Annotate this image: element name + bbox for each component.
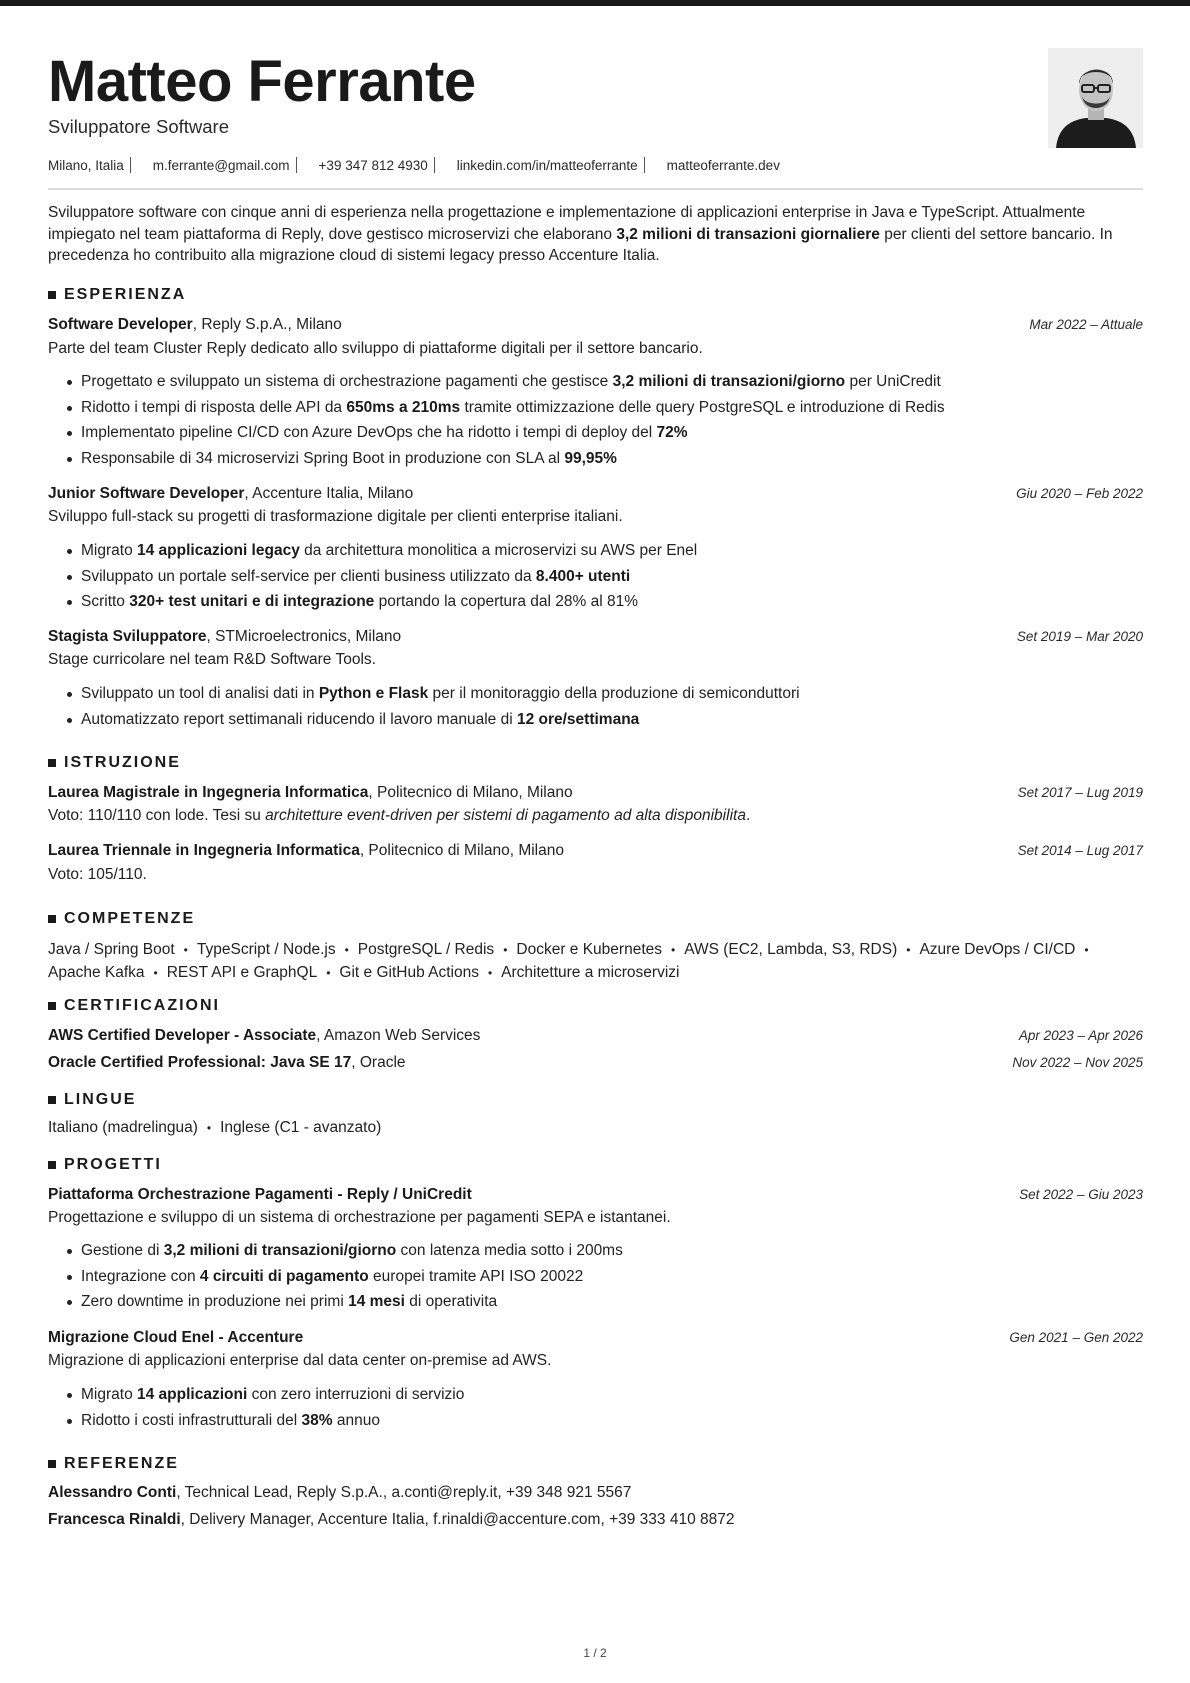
square-bullet-icon <box>48 291 56 299</box>
education-note: Voto: 105/110. <box>48 866 147 883</box>
entry-dates: Nov 2022 – Nov 2025 <box>1012 1055 1143 1070</box>
job-title: Sviluppatore Software <box>48 116 229 137</box>
list-item: Ridotto i costi infrastrutturali del 38% annuo <box>81 1408 464 1434</box>
skill-item: Java / Spring Boot <box>48 941 175 958</box>
list-item: Sviluppato un portale self-service per clienti business utilizzato da 8.400+ utenti <box>81 564 697 590</box>
achievement-list <box>81 681 800 732</box>
education-entry-2: Laurea Triennale in Ingegneria Informatica, Politecnico di Milano, Milano Set 2014 – Lug 2017 <box>48 842 1143 859</box>
section-education-title: ISTRUZIONE <box>48 754 181 772</box>
square-bullet-icon <box>48 915 56 923</box>
square-bullet-icon <box>48 1460 56 1468</box>
project-description: Migrazione di applicazioni enterprise dal data center on-premise ad AWS. <box>48 1352 552 1369</box>
list-item: Sviluppato un tool di analisi dati in Python e Flask per il monitoraggio della produzione di semiconduttori <box>81 681 800 707</box>
contact-website[interactable]: matteoferrante.dev <box>666 157 780 173</box>
entry-description: Sviluppo full-stack su progetti di trasformazione digitale per clienti enterprise italiani. <box>48 508 623 525</box>
skill-item: Azure DevOps / CI/CD <box>919 941 1076 958</box>
achievement-list <box>81 369 945 471</box>
achievement-list <box>81 538 697 615</box>
resume-header <box>48 0 1143 190</box>
square-bullet-icon <box>48 1002 56 1010</box>
candidate-name: Matteo Ferrante <box>48 49 476 114</box>
square-bullet-icon <box>48 1096 56 1104</box>
separator <box>296 157 297 173</box>
separator <box>130 157 131 173</box>
skill-item: TypeScript / Node.js <box>196 941 336 958</box>
skill-item: AWS (EC2, Lambda, S3, RDS) <box>684 941 898 958</box>
project-entry-1: Piattaforma Orchestrazione Pagamenti - Reply / UniCredit Set 2022 – Giu 2023 <box>48 1186 1143 1203</box>
project-entry-2: Migrazione Cloud Enel - Accenture Gen 2021 – Gen 2022 <box>48 1329 1143 1346</box>
project-achievement-list <box>81 1382 464 1433</box>
entry-dates: Gen 2021 – Gen 2022 <box>1009 1330 1143 1345</box>
reference-entry: Alessandro Conti, Technical Lead, Reply S.p.A., a.conti@reply.it, +39 348 921 5567 <box>48 1484 632 1501</box>
experience-entry-3: Stagista Sviluppatore, STMicroelectronics, Milano Set 2019 – Mar 2020 <box>48 628 1143 645</box>
entry-dates: Mar 2022 – Attuale <box>1029 317 1143 332</box>
header-divider <box>48 188 1143 190</box>
entry-dates: Set 2017 – Lug 2019 <box>1017 785 1143 800</box>
entry-dates: Set 2019 – Mar 2020 <box>1016 629 1143 644</box>
contact-line <box>48 157 780 173</box>
section-experience-title: ESPERIENZA <box>48 286 186 304</box>
certification-entry: AWS Certified Developer - Associate, Amazon Web Services Apr 2023 – Apr 2026 <box>48 1027 1143 1044</box>
list-item: Migrato 14 applicazioni legacy da architettura monolitica a microservizi su AWS per Enel <box>81 538 697 564</box>
entry-description: Stage curricolare nel team R&D Software Tools. <box>48 651 376 668</box>
list-item: Migrato 14 applicazioni con zero interruzioni di servizio <box>81 1382 464 1408</box>
contact-location: Milano, Italia <box>48 157 153 173</box>
entry-dates: Set 2014 – Lug 2017 <box>1017 843 1143 858</box>
contact-linkedin[interactable]: linkedin.com/in/matteoferrante <box>457 157 667 173</box>
certification-entry: Oracle Certified Professional: Java SE 17, Oracle Nov 2022 – Nov 2025 <box>48 1054 1143 1071</box>
list-item: Automatizzato report settimanali riducendo il lavoro manuale di 12 ore/settimana <box>81 707 800 733</box>
section-languages-title: LINGUE <box>48 1091 136 1109</box>
reference-entry: Francesca Rinaldi, Delivery Manager, Accenture Italia, f.rinaldi@accenture.com, +39 333 410 8872 <box>48 1511 735 1528</box>
project-description: Progettazione e sviluppo di un sistema di orchestrazione per pagamenti SEPA e istantanei. <box>48 1209 671 1226</box>
list-item: Integrazione con 4 circuiti di pagamento europei tramite API ISO 20022 <box>81 1264 623 1290</box>
language-item: Inglese (C1 - avanzato) <box>220 1119 382 1136</box>
list-item: Implementato pipeline CI/CD con Azure DevOps che ha ridotto i tempi di deploy del 72% <box>81 420 945 446</box>
section-certifications-title: CERTIFICAZIONI <box>48 997 220 1015</box>
skill-item: Architetture a microservizi <box>501 963 680 981</box>
list-item: Responsabile di 34 microservizi Spring Boot in produzione con SLA al 99,95% <box>81 446 945 472</box>
list-item: Gestione di 3,2 milioni di transazioni/giorno con latenza media sotto i 200ms <box>81 1238 623 1264</box>
skill-item: Git e GitHub Actions <box>339 963 479 981</box>
section-references-title: REFERENZE <box>48 1455 179 1473</box>
skills-list: Java / Spring Boot • TypeScript / Node.js • PostgreSQL / Redis • Docker e Kubernetes • AWS (EC2, Lambda, S3, RDS) • Azure DevOps / CI/CD •Apache Kafka • REST API e GraphQL • Git e GitHub Actions • Architetture a microservizi <box>48 941 1089 981</box>
education-note: Voto: 110/110 con lode. Tesi su architetture event-driven per sistemi di pagamento ad alta disponibilita. <box>48 807 751 824</box>
skill-item: Apache Kafka <box>48 963 145 981</box>
entry-dates: Apr 2023 – Apr 2026 <box>1018 1028 1143 1043</box>
section-projects-title: PROGETTI <box>48 1156 162 1174</box>
list-item: Progettato e sviluppato un sistema di orchestrazione pagamenti che gestisce 3,2 milioni di transazioni/giorno per UniCredit <box>81 369 945 395</box>
education-entry-1: Laurea Magistrale in Ingegneria Informatica, Politecnico di Milano, Milano Set 2017 – Lug 2019 <box>48 784 1143 801</box>
separator <box>434 157 435 173</box>
list-item: Scritto 320+ test unitari e di integrazione portando la copertura dal 28% al 81% <box>81 589 697 615</box>
skill-item: REST API e GraphQL <box>166 963 318 981</box>
separator <box>644 157 645 173</box>
experience-entry-1: Software Developer, Reply S.p.A., Milano Mar 2022 – Attuale <box>48 316 1143 333</box>
entry-description: Parte del team Cluster Reply dedicato allo sviluppo di piattaforme digitali per il settore bancario. <box>48 340 703 357</box>
profile-photo-icon <box>1048 48 1143 148</box>
square-bullet-icon <box>48 1161 56 1169</box>
resume-page <box>48 0 1143 1528</box>
language-item: Italiano (madrelingua) <box>48 1119 198 1136</box>
contact-email[interactable]: m.ferrante@gmail.com <box>153 157 319 173</box>
contact-phone[interactable]: +39 347 812 4930 <box>319 157 457 173</box>
entry-dates: Set 2022 – Giu 2023 <box>1019 1187 1143 1202</box>
languages-list: Italiano (madrelingua) • Inglese (C1 - avanzato) <box>48 1119 382 1136</box>
skill-item: Docker e Kubernetes <box>516 941 662 958</box>
project-achievement-list <box>81 1238 623 1315</box>
list-item: Zero downtime in produzione nei primi 14 mesi di operativita <box>81 1289 623 1315</box>
section-skills-title: COMPETENZE <box>48 910 195 928</box>
square-bullet-icon <box>48 759 56 767</box>
entry-dates: Giu 2020 – Feb 2022 <box>1016 486 1143 501</box>
skill-item: PostgreSQL / Redis <box>357 941 495 958</box>
experience-entry-2: Junior Software Developer, Accenture Italia, Milano Giu 2020 – Feb 2022 <box>48 485 1143 502</box>
professional-summary: Sviluppatore software con cinque anni di esperienza nella progettazione e implementazione di applicazioni enterprise in Java e TypeScript. Attualmente impiegato nel team piattaforma di Reply, dove gestisco microservizi che elaborano 3,2 milioni di transazioni giornaliere per clienti del settore bancario. In precedenza ho contribuito alla migrazione cloud di sistemi legacy presso Accenture Italia. <box>48 204 1113 264</box>
list-item: Ridotto i tempi di risposta delle API da 650ms a 210ms tramite ottimizzazione delle query PostgreSQL e introduzione di Redis <box>81 395 945 421</box>
page-number: 1 / 2 <box>583 1646 607 1660</box>
